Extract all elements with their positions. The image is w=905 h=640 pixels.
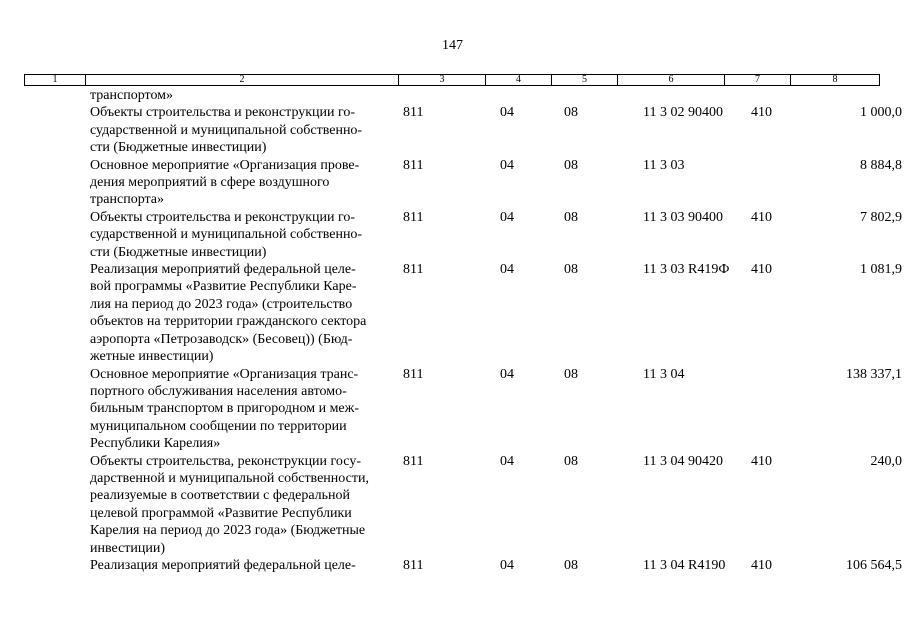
- table-row: [0, 104, 905, 156]
- row-name-line: сударственной и муниципальной собственно-: [90, 227, 363, 243]
- table-row: [0, 157, 905, 209]
- row-name-line: Основное мероприятие «Организация прове-: [90, 157, 360, 173]
- row-name-line: сти (Бюджетные инвестиции): [90, 244, 267, 260]
- row-admin-code: 811: [403, 157, 424, 173]
- row-amount: 8 884,8: [860, 157, 902, 173]
- table-body: [0, 87, 905, 574]
- row-section: 04: [500, 453, 514, 469]
- row-section: 04: [500, 209, 514, 225]
- row-name-line: лия на период до 2023 года» (строительство: [90, 296, 353, 312]
- row-subsection: 08: [564, 105, 578, 121]
- row-section: 04: [500, 366, 514, 382]
- row-name-line: инвестиции): [90, 540, 166, 556]
- row-name-line: Основное мероприятие «Организация транс-: [90, 366, 359, 382]
- row-admin-code: 811: [403, 209, 424, 225]
- row-section: 04: [500, 557, 514, 573]
- row-name-line: бильным транспортом в пригородном и меж-: [90, 401, 359, 417]
- row-expense-type: 410: [751, 262, 772, 278]
- row-name-line: Реализация мероприятий федеральной целе-: [90, 557, 356, 573]
- row-name-line: целевой программой «Развитие Республики: [90, 505, 352, 521]
- row-name-line: Республики Карелия»: [90, 436, 221, 452]
- row-name: [90, 209, 390, 261]
- row-name-line: сударственной и муниципальной собственно-: [90, 122, 363, 138]
- row-amount: 7 802,9: [860, 209, 902, 225]
- row-name-line: дарственной и муниципальной собственности,: [90, 470, 369, 486]
- row-name-line: жетные инвестиции): [90, 349, 214, 365]
- row-target-code: [643, 87, 751, 104]
- row-target-code: 11 3 04 90420: [643, 453, 723, 469]
- row-subsection: 08: [564, 366, 578, 382]
- table-row: [0, 261, 905, 365]
- row-name: [90, 453, 390, 557]
- row-name: [90, 557, 390, 574]
- table-row: [0, 453, 905, 557]
- row-name-line: Карелия на период до 2023 года» (Бюджетные: [90, 523, 366, 539]
- row-subsection: 08: [564, 453, 578, 469]
- header-cell-5: 5: [551, 75, 617, 85]
- row-expense-type: [751, 157, 806, 209]
- header-cell-1: 1: [52, 74, 58, 85]
- table-row: [0, 87, 905, 104]
- row-target-code: 11 3 03 R419Ф: [643, 262, 730, 278]
- row-target-code: 11 3 03 90400: [643, 209, 723, 225]
- row-name: [90, 366, 390, 453]
- row-amount: [806, 87, 902, 104]
- row-amount: 138 337,1: [846, 366, 902, 382]
- row-section: [500, 87, 564, 104]
- row-subsection: 08: [564, 209, 578, 225]
- row-amount: 106 564,5: [846, 557, 902, 573]
- header-cell-2: 2: [85, 75, 398, 85]
- row-target-code: 11 3 04 R4190: [643, 557, 726, 573]
- row-name-line: Реализация мероприятий федеральной целе-: [90, 262, 356, 278]
- row-name-line: портного обслуживания населения автомо-: [90, 383, 347, 399]
- row-section: 04: [500, 262, 514, 278]
- row-expense-type: 410: [751, 453, 772, 469]
- header-cell-7: 7: [724, 75, 790, 85]
- row-name-line: объектов на территории гражданского сектора: [90, 314, 367, 330]
- row-expense-type: [751, 366, 806, 453]
- row-section: 04: [500, 105, 514, 121]
- row-admin-code: 811: [403, 262, 424, 278]
- row-name-line: муниципальном сообщении по территории: [90, 418, 347, 434]
- row-admin-code: 811: [403, 366, 424, 382]
- table-header: [24, 74, 880, 86]
- row-amount: 1 081,9: [860, 262, 902, 278]
- row-target-code: 11 3 04: [643, 366, 685, 382]
- row-name-line: Объекты строительства и реконструкции го-: [90, 209, 356, 225]
- header-cell-3: 3: [398, 75, 485, 85]
- row-name-line: транспортом»: [90, 88, 174, 103]
- row-subsection: 08: [564, 262, 578, 278]
- header-cell-8: 8: [790, 75, 879, 85]
- row-section: 04: [500, 157, 514, 173]
- table-row: [0, 366, 905, 453]
- row-name: [90, 261, 390, 365]
- row-name-line: транспорта»: [90, 192, 165, 208]
- header-cell-4: 4: [485, 75, 551, 85]
- row-name-line: аэропорта «Петрозаводск» (Бесовец)) (Бюд-: [90, 331, 353, 347]
- page-number: 147: [442, 38, 463, 53]
- row-amount: 240,0: [870, 453, 902, 469]
- row-name-line: вой программы «Развитие Республики Каре-: [90, 279, 357, 295]
- row-name: [90, 104, 390, 156]
- row-name-line: реализуемые в соответствии с федеральной: [90, 488, 351, 504]
- row-expense-type: 410: [751, 209, 772, 225]
- row-subsection: 08: [564, 557, 578, 573]
- row-target-code: 11 3 02 90400: [643, 105, 723, 121]
- row-expense-type: [751, 87, 806, 104]
- row-amount: 1 000,0: [860, 105, 902, 121]
- row-name-line: Объекты строительства и реконструкции го-: [90, 105, 356, 121]
- row-admin-code: 811: [403, 453, 424, 469]
- row-name-line: Объекты строительства, реконструкции госу-: [90, 453, 361, 469]
- row-name: [90, 87, 390, 104]
- row-name: [90, 157, 390, 209]
- row-expense-type: 410: [751, 105, 772, 121]
- header-cell-6: 6: [617, 75, 724, 85]
- row-subsection: 08: [564, 157, 578, 173]
- row-admin-code: 811: [403, 105, 424, 121]
- row-name-line: дения мероприятий в сфере воздушного: [90, 175, 330, 191]
- table-row: [0, 209, 905, 261]
- table-row: [0, 557, 905, 574]
- row-target-code: 11 3 03: [643, 157, 685, 173]
- row-name-line: сти (Бюджетные инвестиции): [90, 140, 267, 156]
- row-admin-code: 811: [403, 557, 424, 573]
- row-subsection: [564, 87, 643, 104]
- row-expense-type: 410: [751, 557, 772, 573]
- row-admin-code: [390, 87, 500, 104]
